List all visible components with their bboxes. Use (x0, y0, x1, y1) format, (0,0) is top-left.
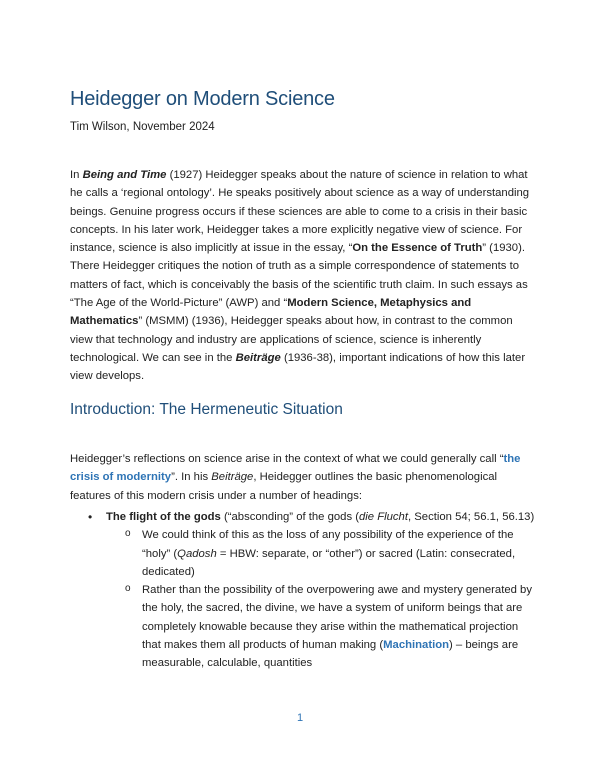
machination-link[interactable]: Machination (383, 639, 450, 652)
bullet-heading: The flight of the gods (106, 511, 221, 523)
bullet-text-2: , Section 54; 56.1, 56.13) (407, 511, 535, 523)
section-paragraph (70, 450, 532, 505)
intro-text-3: ” (1930). There Heidegger critiques the notion of truth as a simple correspondence of statements to matters of fact, which is conceivably the basis of the scientific truth claim. In such essays as “The Age of the World-Picture” (AWP) and “ (70, 242, 528, 310)
author-line: Tim Wilson, November 2024 (70, 121, 215, 133)
section-heading: Introduction: The Hermeneutic Situation (70, 401, 343, 418)
work-title-being-and-time: Being and Time (82, 169, 167, 181)
bullet-text-1: (“absconding” of the gods ( (220, 511, 359, 523)
sub-list-item (106, 581, 540, 672)
essay-title-essence-of-truth: On the Essence of Truth (352, 242, 483, 255)
list-item (70, 508, 540, 673)
sub2-text-1: Rather than the possibility of the overpowering awe and mystery generated by the holy, the sacred, the divine, we have a system of uniform beings that are completely knowable because they arise within the mathematical projection that makes them all products of human making ( (142, 584, 532, 652)
section-text-1: Heidegger’s reflections on science arise in the context of what we could generally call “ (70, 453, 504, 465)
section-text-2: ”. In his (171, 471, 212, 484)
intro-text-5: (1936-38), important indications of how this later view develops. (70, 351, 526, 383)
crisis-of-modernity-link[interactable]: the crisis of modernity (70, 453, 521, 484)
essay-title-msmm: Modern Science, Metaphysics and Mathematics (70, 297, 472, 328)
bullet-em: die Flucht (359, 511, 408, 523)
page-number: 1 (296, 712, 304, 724)
document-title: Heidegger on Modern Science (70, 88, 335, 110)
intro-text-4: ” (MSMM) (1936), Heidegger speaks about how, in contrast to the common view that technology and industry are applications of science, science is inherently technological. We can see in the (70, 315, 513, 364)
intro-paragraph (70, 166, 532, 386)
work-title-beitrage: Beiträge (235, 351, 281, 364)
headings-list (70, 508, 540, 673)
sub-list (106, 526, 540, 672)
sub-list-item (106, 526, 540, 581)
sub1-text-2: = HBW: separate, or “other”) or sacred (Latin: consecrated, dedicated) (142, 547, 516, 578)
intro-text-2: (1927) Heidegger speaks about the nature of science in relation to what he calls a ‘regional ontology’. He speaks positively about science as a way of understanding beings. Genuine progress occurs if these sciences are able to come to a crisis in their basic concepts. In his later work, Heidegger takes a more explicitly negative view of science. For instance, science is also implicitly at issue in the essay, “ (70, 169, 530, 255)
section-text-3: , Heidegger outlines the basic phenomenological features of this modern crisis under a number of headings: (70, 471, 498, 502)
sub1-text-1: We could think of this as the loss of any possibility of the experience of the “holy” ( (142, 529, 514, 560)
sub1-em: Qadosh (177, 547, 217, 560)
sub2-text-2: ) – beings are measurable, calculable, quantities (142, 639, 519, 670)
intro-text-1: In (70, 169, 83, 181)
section-em-beitrage: Beiträge (211, 471, 254, 484)
